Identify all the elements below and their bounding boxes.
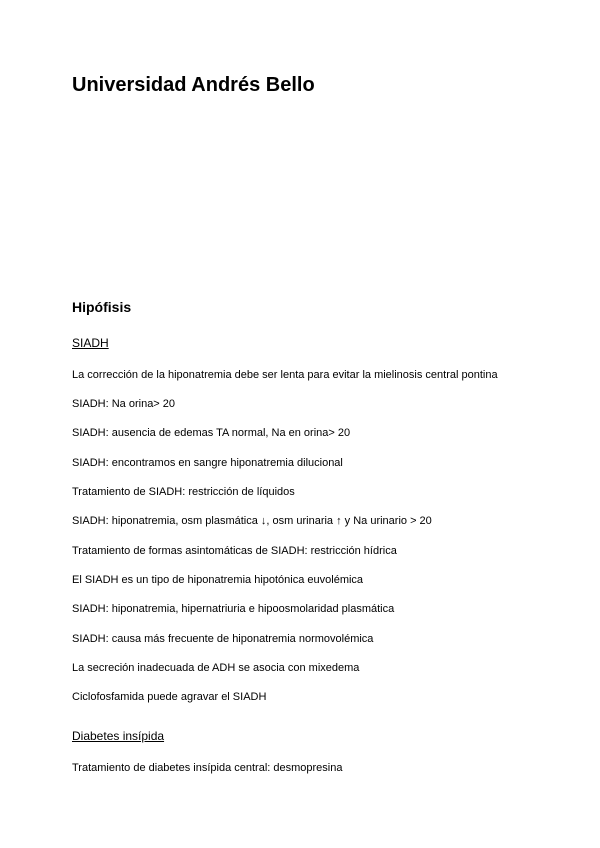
siadh-line: Tratamiento de formas asintomáticas de SIADH: restricción hídrica bbox=[72, 545, 397, 557]
siadh-line: Tratamiento de SIADH: restricción de líquidos bbox=[72, 486, 295, 498]
siadh-line: SIADH: ausencia de edemas TA normal, Na en orina> 20 bbox=[72, 427, 351, 439]
siadh-line: La corrección de la hiponatremia debe ser lenta para evitar la mielinosis central pontina bbox=[72, 369, 498, 381]
siadh-line: Ciclofosfamida puede agravar el SIADH bbox=[72, 691, 267, 703]
siadh-line: SIADH: hiponatremia, osm plasmática ↓, osm urinaria ↑ y Na urinario > 20 bbox=[72, 515, 432, 527]
siadh-line: SIADH: encontramos en sangre hiponatremia dilucional bbox=[72, 457, 343, 469]
siadh-line: SIADH: hiponatremia, hipernatriuria e hipoosmolaridad plasmática bbox=[72, 603, 395, 615]
siadh-line: La secreción inadecuada de ADH se asocia con mixedema bbox=[72, 662, 360, 674]
subheading-diabetes-insipida: Diabetes insípida bbox=[72, 729, 165, 743]
siadh-line: SIADH: causa más frecuente de hiponatremia normovolémica bbox=[72, 633, 374, 645]
page-title: Universidad Andrés Bello bbox=[72, 74, 315, 96]
diabetes-insipida-line: Tratamiento de diabetes insípida central: desmopresina bbox=[72, 762, 343, 774]
siadh-line: SIADH: Na orina> 20 bbox=[72, 398, 176, 410]
section-title-hipofisis: Hipófisis bbox=[72, 299, 132, 315]
subheading-siadh: SIADH bbox=[72, 336, 109, 350]
siadh-line: El SIADH es un tipo de hiponatremia hipotónica euvolémica bbox=[72, 574, 364, 586]
